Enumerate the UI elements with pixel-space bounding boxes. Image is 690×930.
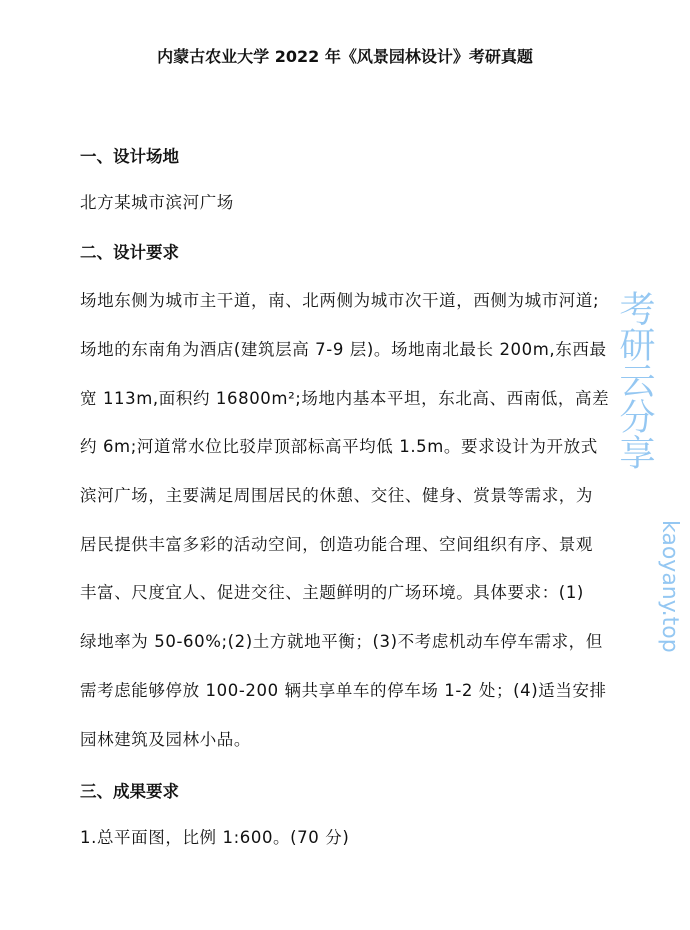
deliverables-line: 1.总平面图，比例 1:600。(70 分) [80, 828, 350, 847]
requirements-line: 需考虑能够停放 100-200 辆共享单车的停车场 1-2 处；(4)适当安排 [80, 681, 607, 700]
section-heading-site: 一、设计场地 [80, 147, 179, 166]
requirements-line: 约 6m;河道常水位比驳岸顶部标高平均低 1.5m。要求设计为开放式 [80, 437, 598, 456]
requirements-line: 滨河广场，主要满足周围居民的休憩、交往、健身、赏景等需求，为 [80, 486, 593, 505]
section-heading-deliverables: 三、成果要求 [80, 782, 179, 801]
requirements-line: 丰富、尺度宜人、促进交往、主题鲜明的广场环境。具体要求：(1) [80, 583, 584, 602]
section-heading-requirements: 二、设计要求 [80, 243, 179, 262]
requirements-line: 场地的东南角为酒店(建筑层高 7-9 层)。场地南北最长 200m,东西最 [80, 340, 607, 359]
requirements-line: 宽 113m,面积约 16800m²;场地内基本平坦，东北高、西南低，高差 [80, 389, 610, 408]
site-text: 北方某城市滨河广场 [80, 193, 234, 212]
requirements-line: 园林建筑及园林小品。 [80, 730, 251, 749]
requirements-line: 居民提供丰富多彩的活动空间，创造功能合理、空间组织有序、景观 [80, 535, 593, 554]
requirements-line: 场地东侧为城市主干道，南、北两侧为城市次干道，西侧为城市河道; [80, 291, 600, 310]
watermark-url: kaoyany.top [657, 520, 682, 653]
requirements-line: 绿地率为 50-60%;(2)土方就地平衡；(3)不考虑机动车停车需求，但 [80, 632, 603, 651]
watermark-chinese: 考研云分享 [614, 290, 655, 470]
document-title: 内蒙古农业大学 2022 年《风景园林设计》考研真题 [157, 47, 533, 66]
